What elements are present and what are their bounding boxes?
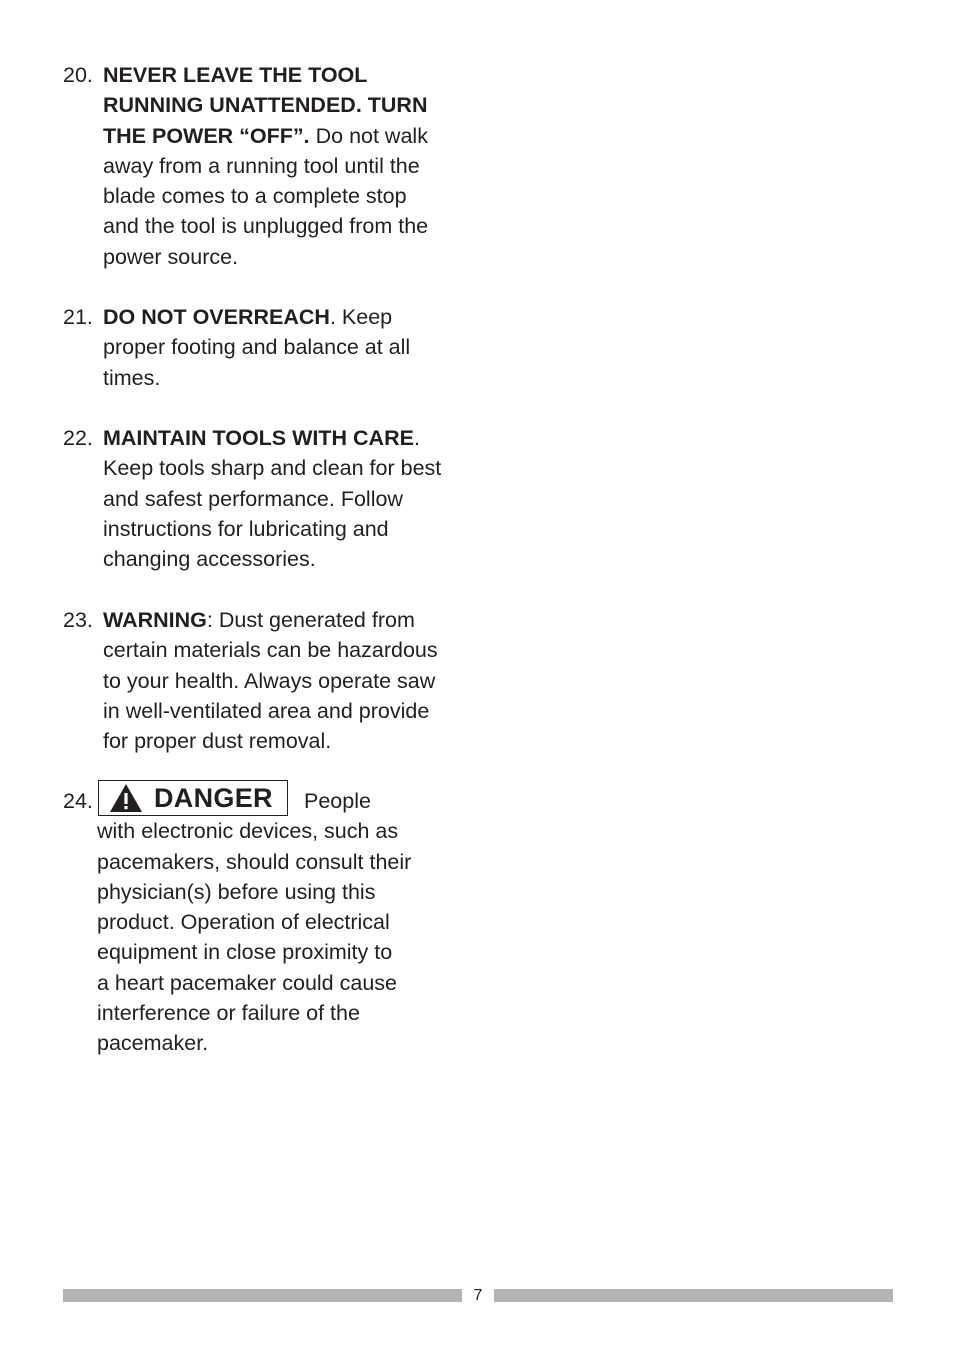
item-number: 21.	[63, 305, 93, 329]
item-number: 20.	[63, 63, 93, 87]
safety-item-21	[63, 302, 483, 393]
safety-item-20	[63, 60, 483, 272]
safety-item-24	[63, 782, 483, 1059]
item-heading: DO NOT OVERREACH	[103, 305, 330, 329]
footer-bar-left	[63, 1289, 462, 1302]
safety-item-22	[63, 423, 483, 574]
item-text: with electronic devices, such as pacemakers, should consult their physician(s) before using this product. Operation of electrical equipment in close proximity to a heart pacemaker could cause interference or failure of the pacemaker.	[97, 819, 412, 1056]
page-number: 7	[473, 1287, 483, 1304]
footer-bar-right	[494, 1289, 893, 1302]
item-heading: MAINTAIN TOOLS WITH CARE	[103, 426, 414, 450]
item-number: 24.	[63, 789, 93, 813]
item-text-first-line: People	[304, 789, 371, 813]
item-number: 22.	[63, 426, 93, 450]
danger-label: DANGER	[154, 782, 273, 813]
item-heading: NEVER LEAVE THE TOOL RUNNING UNATTENDED. TURN THE POWER “OFF”.	[103, 63, 428, 148]
safety-item-23	[63, 605, 483, 756]
item-text: . Keep tools sharp and clean for best and safest performance. Follow instructions for lubricating and changing accessories.	[103, 426, 442, 572]
danger-label-box	[98, 780, 288, 816]
item-text: Do not walk away from a running tool until the blade comes to a complete stop and the tool is unplugged from the power source.	[103, 123, 429, 269]
item-heading: WARNING	[103, 608, 207, 632]
item-number: 23.	[63, 608, 93, 632]
warning-triangle-icon	[109, 783, 143, 813]
item-text: . Keep proper footing and balance at all times.	[103, 305, 411, 390]
item-text: : Dust generated from certain materials can be hazardous to your health. Always operate saw in well-ventilated area and provide for proper dust removal.	[103, 608, 438, 754]
